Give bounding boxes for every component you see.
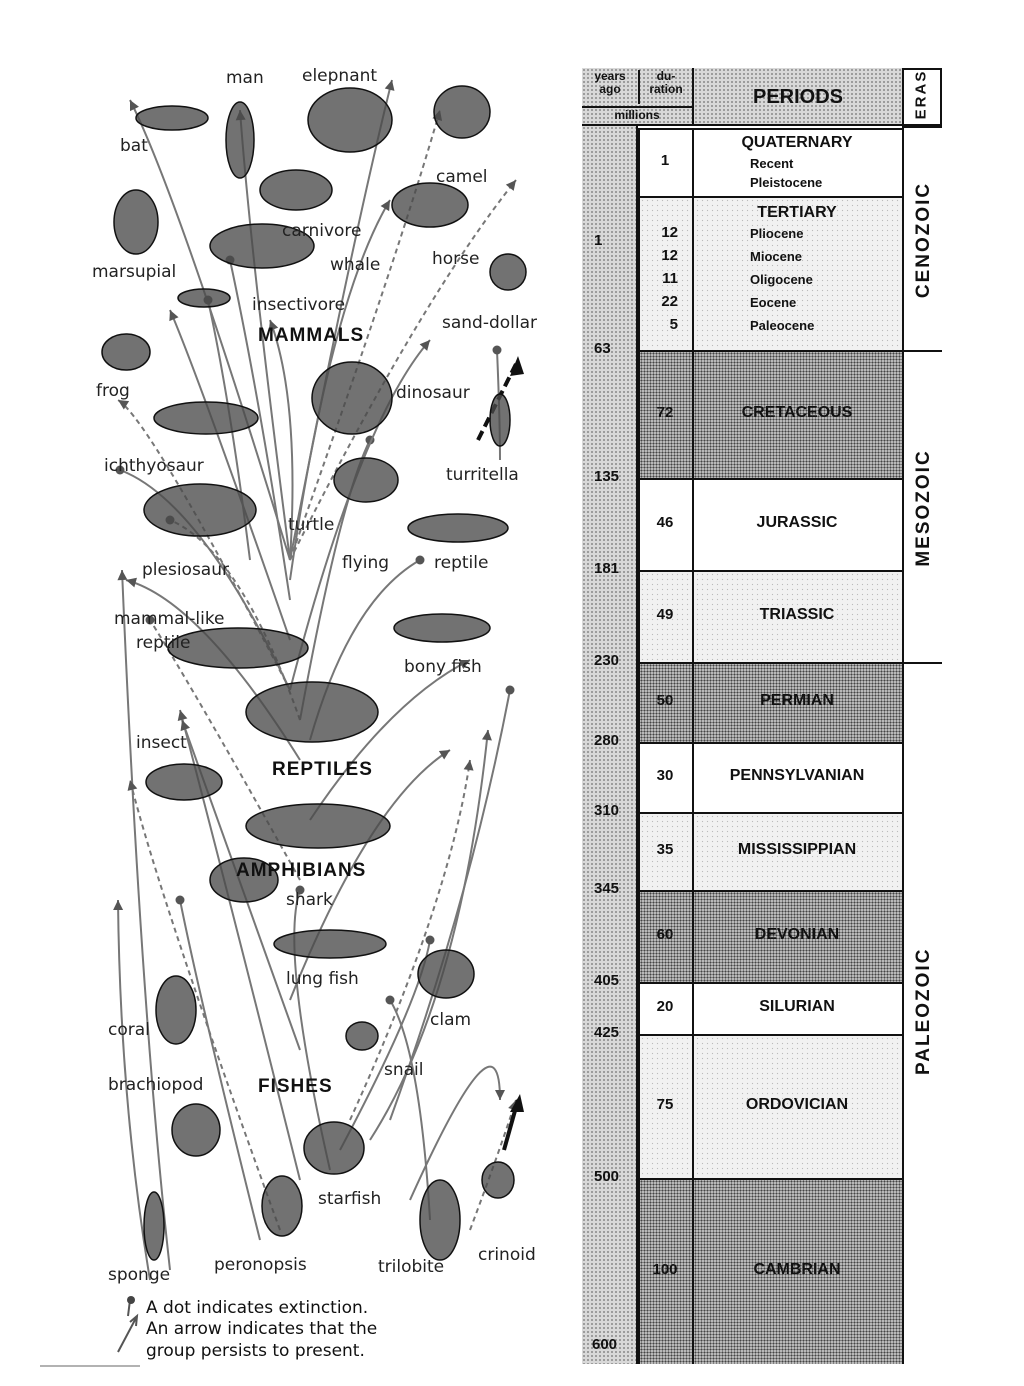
years-ago-triassic: 181 [594,560,620,577]
extinction-dot [493,346,502,355]
sponge-illustration [144,1192,164,1260]
duration-quaternary: 1 [660,152,670,169]
legend-line-2: An arrow indicates that the [146,1319,378,1339]
brachiopod-illustration [172,1104,220,1156]
insectivore-illustration [178,289,230,307]
persist-arrowhead [439,750,450,760]
years-ago-devonian: 345 [594,880,620,897]
organism-label-horse: horse [432,249,480,269]
persist-arrowhead [117,570,127,580]
period-tertiary: TERTIARY [757,204,837,221]
epoch-duration-pliocene: 12 [661,224,678,241]
turtle-illustration [334,458,398,502]
clam-illustration [418,950,474,998]
duration-triassic: 49 [656,606,674,623]
header-years-ago: years ago [594,69,626,96]
era-paleozoic: PALEOZOIC [913,947,934,1075]
years-ago-permian: 230 [594,652,620,669]
epoch-eocene: Eocene [750,295,797,310]
extinction-dot [386,996,395,1005]
period-jurassic: JURASSIC [756,514,838,531]
peronopsis-illustration [262,1176,302,1236]
pterosaur-illustration [408,514,508,542]
period-cambrian: CAMBRIAN [753,1261,841,1278]
ichthyosaur-illustration [154,402,258,434]
group-label-fishes: FISHES [258,1076,333,1097]
epoch-miocene: Miocene [750,249,803,264]
header-duration: du- ration [638,70,692,104]
header-eras: ERAS [912,69,930,120]
years-ago-final: 600 [592,1336,618,1353]
legend-line-3: group persists to present. [146,1341,365,1361]
organism-label-sand-dollar: sand-dollar [442,313,538,333]
organism-label-turtle: turtle [288,515,335,535]
geologic-time-table [582,68,942,1364]
organism-label-frog: frog [96,381,130,401]
organism-label-flying: flying [342,553,390,573]
lineage-branch [180,900,260,1240]
persist-arrowhead [385,80,395,91]
persist-arrowhead [181,720,190,731]
duration-cambrian: 100 [652,1261,678,1278]
duration-jurassic: 46 [656,514,674,531]
duration-mississippian: 35 [656,841,674,858]
carnivore-illustration [260,170,332,210]
lineage-branch [390,690,510,1120]
years-ago-ordovician: 425 [594,1024,620,1041]
organism-label-carnivore: carnivore [282,221,362,241]
crinoid-illustration [482,1162,514,1198]
years-ago-mississippian: 310 [594,802,620,819]
epoch-duration-miocene: 12 [661,247,678,264]
starfish-illustration [304,1122,364,1174]
extinction-dot [506,686,515,695]
organism-label-sponge: sponge [108,1265,171,1285]
organism-label-starfish: starfish [318,1189,382,1209]
years-ago-cretaceous: 63 [594,340,611,357]
elephant-illustration [308,88,392,152]
persist-arrowhead [178,710,188,721]
persist-arrowhead [506,180,516,191]
header-eras-cell [902,68,942,126]
period-devonian: DEVONIAN [754,926,840,943]
lineage-branch [122,570,170,1270]
duration-ordovician: 75 [656,1096,674,1113]
coral-illustration [156,976,196,1044]
epoch-duration-eocene: 22 [661,293,678,310]
organism-label-turritella: turritella [446,465,519,485]
years-ago-jurassic: 135 [594,468,620,485]
turritella-illustration [490,394,510,446]
organism-label-clam: clam [430,1010,472,1030]
period-mississippian: MISSISSIPPIAN [737,841,857,858]
organism-label-shark: shark [286,890,333,910]
header-millions: millions [582,106,692,122]
lungfish-illustration [274,930,386,958]
man-illustration [226,102,254,178]
organism-label-insect: insect [136,733,187,753]
bony-fish-illustration [394,614,490,642]
persist-arrowhead [113,900,123,910]
duration-cretaceous: 72 [656,404,674,421]
organism-label-trilobite: trilobite [378,1257,445,1277]
epoch-recent: Recent [750,156,794,171]
snail-illustration [346,1022,378,1050]
crinoid-arrowhead [510,1094,524,1112]
organism-label-crinoid: crinoid [478,1245,536,1265]
legend [118,1296,377,1361]
epoch-pleistocene: Pleistocene [750,175,823,190]
period-permian: PERMIAN [760,692,834,709]
lineage-branch [130,780,280,1230]
years-ago-pennsylvanian: 280 [594,732,620,749]
group-label-amphibians: AMPHIBIANS [236,860,367,881]
persist-arrow-icon [118,1316,137,1352]
duration-pennsylvanian: 30 [656,767,674,784]
dinosaur-illustration [312,362,392,434]
epoch-paleocene: Paleocene [750,318,815,333]
amphibian-illustration [246,804,390,848]
duration-silurian: 20 [656,998,674,1015]
era-cell-mesozoic [902,350,942,662]
duration-devonian: 60 [656,926,674,943]
epoch-duration-paleocene: 5 [669,316,678,333]
period-silurian: SILURIAN [759,998,835,1015]
persist-arrowhead [495,1090,505,1100]
persist-arrowhead [464,760,474,771]
bat-illustration [136,106,208,130]
epoch-oligocene: Oligocene [750,272,813,287]
organism-label-dinosaur: dinosaur [396,383,470,403]
era-cenozoic: CENOZOIC [913,181,934,299]
extinction-dot [416,556,425,565]
era-mesozoic: MESOZOIC [913,449,934,567]
extinction-dot [176,896,185,905]
marsupial-illustration [114,190,158,254]
horse-illustration [392,183,468,227]
group-label-mammals: MAMMALS [258,325,365,346]
organism-label-bat: bat [120,136,148,156]
lineage-branch [390,1000,430,1220]
organism-label-mammal-like-1: mammal-like [114,609,225,629]
era-cell-cenozoic [902,126,942,350]
organism-label-plesiosaur: plesiosaur [142,560,229,580]
trilobite-illustration [420,1180,460,1260]
frog-illustration [102,334,150,370]
persist-arrowhead [126,578,137,588]
turritella-arrowhead [510,356,524,376]
organism-label-peronopsis: peronopsis [214,1255,307,1275]
period-ordovician: ORDOVICIAN [745,1096,849,1113]
header-periods: PERIODS [692,68,902,126]
epoch-pliocene: Pliocene [750,226,804,241]
camel-illustration [434,86,490,138]
organism-label-marsupial: marsupial [92,262,177,282]
organism-label-man: man [226,68,264,88]
dimetrodon-illustration [246,682,378,742]
organism-label-bony-fish: bony fish [404,657,482,677]
organism-label-reptile: reptile [434,553,489,573]
era-cell-paleozoic [902,662,942,1364]
years-ago-tertiary: 1 [594,232,603,249]
extinction-dot-icon [127,1296,135,1304]
period-pennsylvanian: PENNSYLVANIAN [729,767,865,784]
organism-label-snail: snail [384,1060,424,1080]
extinction-dot [426,936,435,945]
organism-label-insectivore: insectivore [252,295,346,315]
organism-label-coral: coral [108,1020,150,1040]
group-label-reptiles: REPTILES [272,759,373,780]
dragonfly-illustration [146,764,222,800]
period-cretaceous: CRETACEOUS [741,404,853,421]
organism-label-brachiopod: brachiopod [108,1075,204,1095]
period-quaternary: QUATERNARY [741,134,853,151]
organism-label-lungfish: lung fish [286,969,359,989]
duration-permian: 50 [656,692,674,709]
sand-dollar-illustration [490,254,526,290]
organism-label-whale: whale [330,255,381,275]
organism-label-ichthyosaur: ichthyosaur [104,456,204,476]
plesiosaur-illustration [144,484,256,536]
years-ago-silurian: 405 [594,972,620,989]
organism-label-elephant: elepnant [302,66,378,86]
period-triassic: TRIASSIC [759,606,835,623]
organism-label-camel: camel [436,167,488,187]
legend-line-1: A dot indicates extinction. [146,1298,369,1318]
years-ago-cambrian: 500 [594,1168,620,1185]
epoch-duration-oligocene: 11 [662,270,678,287]
organism-label-mammal-like-2: reptile [136,633,191,653]
